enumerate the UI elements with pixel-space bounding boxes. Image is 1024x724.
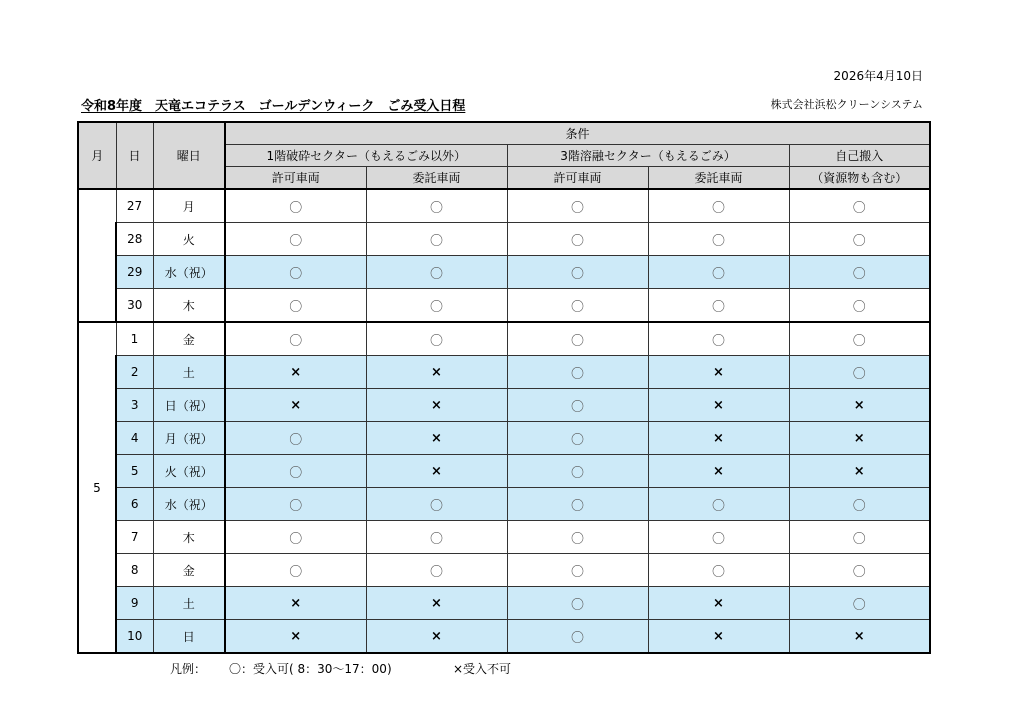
table-row	[78, 488, 930, 521]
legend-accept: 〇：受入可( 8：30～17：00)	[229, 662, 392, 676]
day-cell: 30	[116, 289, 153, 323]
status-cell: 〇	[648, 189, 789, 223]
status-cell: ×	[225, 356, 366, 389]
status-cell: 〇	[507, 620, 648, 654]
table-row	[78, 189, 930, 223]
status-cell: 〇	[366, 488, 507, 521]
status-cell: 〇	[225, 521, 366, 554]
weekday-cell: 日（祝）	[153, 389, 225, 422]
status-cell: 〇	[789, 223, 930, 256]
table-row	[78, 389, 930, 422]
weekday-cell: 火	[153, 223, 225, 256]
status-cell: 〇	[507, 488, 648, 521]
table-row	[78, 587, 930, 620]
day-cell: 3	[116, 389, 153, 422]
status-cell: 〇	[648, 322, 789, 356]
status-cell: 〇	[507, 356, 648, 389]
weekday-cell: 木	[153, 521, 225, 554]
status-cell: 〇	[225, 189, 366, 223]
weekday-cell: 火（祝）	[153, 455, 225, 488]
day-cell: 27	[116, 189, 153, 223]
status-cell: 〇	[225, 256, 366, 289]
status-cell: 〇	[225, 289, 366, 323]
day-cell: 6	[116, 488, 153, 521]
status-cell: 〇	[789, 289, 930, 323]
status-cell: 〇	[507, 521, 648, 554]
status-cell: ×	[789, 620, 930, 654]
company-name: 株式会社浜松クリーンシステム	[770, 98, 923, 111]
status-cell: 〇	[225, 488, 366, 521]
status-cell: 〇	[789, 521, 930, 554]
status-cell: 〇	[225, 223, 366, 256]
day-cell: 1	[116, 322, 153, 356]
status-cell: ×	[225, 389, 366, 422]
weekday-cell: 金	[153, 554, 225, 587]
status-cell: ×	[648, 389, 789, 422]
status-cell: 〇	[366, 554, 507, 587]
status-cell: ×	[366, 455, 507, 488]
table-row	[78, 521, 930, 554]
status-cell: 〇	[366, 521, 507, 554]
status-cell: 〇	[366, 223, 507, 256]
header-day: 日	[116, 122, 153, 189]
day-cell: 29	[116, 256, 153, 289]
status-cell: 〇	[789, 488, 930, 521]
document-date: 2026年4月10日	[833, 69, 923, 83]
status-cell: 〇	[507, 389, 648, 422]
table-row	[78, 256, 930, 289]
status-cell: 〇	[789, 189, 930, 223]
weekday-cell: 水（祝）	[153, 488, 225, 521]
header-melting-sector: 3階溶融セクター（もえるごみ）	[507, 145, 789, 167]
status-cell: ×	[789, 389, 930, 422]
status-cell: ×	[789, 422, 930, 455]
status-cell: 〇	[507, 189, 648, 223]
table-body	[78, 189, 930, 653]
status-cell: ×	[648, 620, 789, 654]
header-melting-permitted: 許可車両	[507, 167, 648, 190]
weekday-cell: 土	[153, 587, 225, 620]
header-crushing-sector: 1階破砕セクター（もえるごみ以外）	[225, 145, 507, 167]
legend	[0, 660, 1024, 676]
table-row	[78, 356, 930, 389]
status-cell: ×	[648, 356, 789, 389]
day-cell: 28	[116, 223, 153, 256]
status-cell: ×	[789, 455, 930, 488]
status-cell: ×	[225, 587, 366, 620]
weekday-cell: 木	[153, 289, 225, 323]
status-cell: 〇	[789, 256, 930, 289]
status-cell: ×	[366, 422, 507, 455]
table-row	[78, 223, 930, 256]
status-cell: 〇	[648, 289, 789, 323]
schedule-table	[77, 121, 931, 654]
day-cell: 10	[116, 620, 153, 654]
status-cell: 〇	[507, 455, 648, 488]
month-cell	[78, 189, 116, 322]
status-cell: 〇	[648, 521, 789, 554]
status-cell: 〇	[366, 289, 507, 323]
header-conditions: 条件	[225, 122, 930, 145]
status-cell: 〇	[225, 422, 366, 455]
table-row	[78, 620, 930, 654]
weekday-cell: 月（祝）	[153, 422, 225, 455]
status-cell: 〇	[366, 189, 507, 223]
status-cell: ×	[366, 356, 507, 389]
day-cell: 2	[116, 356, 153, 389]
table-row	[78, 289, 930, 323]
status-cell: 〇	[507, 322, 648, 356]
weekday-cell: 土	[153, 356, 225, 389]
header-self-delivery: 自己搬入	[789, 145, 930, 167]
header-weekday: 曜日	[153, 122, 225, 189]
header-crushing-contracted: 委託車両	[366, 167, 507, 190]
status-cell: ×	[648, 422, 789, 455]
status-cell: 〇	[366, 256, 507, 289]
status-cell: ×	[648, 455, 789, 488]
status-cell: 〇	[225, 554, 366, 587]
status-cell: 〇	[507, 256, 648, 289]
table-row	[78, 422, 930, 455]
status-cell: ×	[366, 587, 507, 620]
status-cell: 〇	[507, 223, 648, 256]
day-cell: 5	[116, 455, 153, 488]
legend-reject: ×受入不可	[453, 662, 512, 676]
weekday-cell: 日	[153, 620, 225, 654]
table-header	[78, 122, 930, 189]
status-cell: 〇	[648, 256, 789, 289]
status-cell: 〇	[507, 554, 648, 587]
day-cell: 4	[116, 422, 153, 455]
status-cell: ×	[225, 620, 366, 654]
weekday-cell: 水（祝）	[153, 256, 225, 289]
status-cell: 〇	[507, 289, 648, 323]
status-cell: 〇	[789, 554, 930, 587]
day-cell: 9	[116, 587, 153, 620]
header-month: 月	[78, 122, 116, 189]
status-cell: 〇	[507, 422, 648, 455]
document-title: 令和8年度 天竜エコテラス ゴールデンウィーク ごみ受入日程	[81, 99, 466, 114]
status-cell: 〇	[507, 587, 648, 620]
status-cell: 〇	[225, 455, 366, 488]
day-cell: 8	[116, 554, 153, 587]
header-crushing-permitted: 許可車両	[225, 167, 366, 190]
day-cell: 7	[116, 521, 153, 554]
status-cell: ×	[648, 587, 789, 620]
status-cell: 〇	[789, 587, 930, 620]
header-melting-contracted: 委託車両	[648, 167, 789, 190]
table-row	[78, 322, 930, 356]
status-cell: 〇	[789, 322, 930, 356]
status-cell: 〇	[789, 356, 930, 389]
status-cell: 〇	[648, 554, 789, 587]
status-cell: 〇	[648, 488, 789, 521]
status-cell: ×	[366, 389, 507, 422]
status-cell: 〇	[366, 322, 507, 356]
weekday-cell: 金	[153, 322, 225, 356]
status-cell: 〇	[648, 223, 789, 256]
table-row	[78, 455, 930, 488]
table-row	[78, 554, 930, 587]
weekday-cell: 月	[153, 189, 225, 223]
status-cell: ×	[366, 620, 507, 654]
header-self-delivery-note: （資源物も含む）	[789, 167, 930, 190]
status-cell: 〇	[225, 322, 366, 356]
legend-label: 凡例：	[170, 662, 207, 676]
month-cell: 5	[78, 322, 116, 653]
